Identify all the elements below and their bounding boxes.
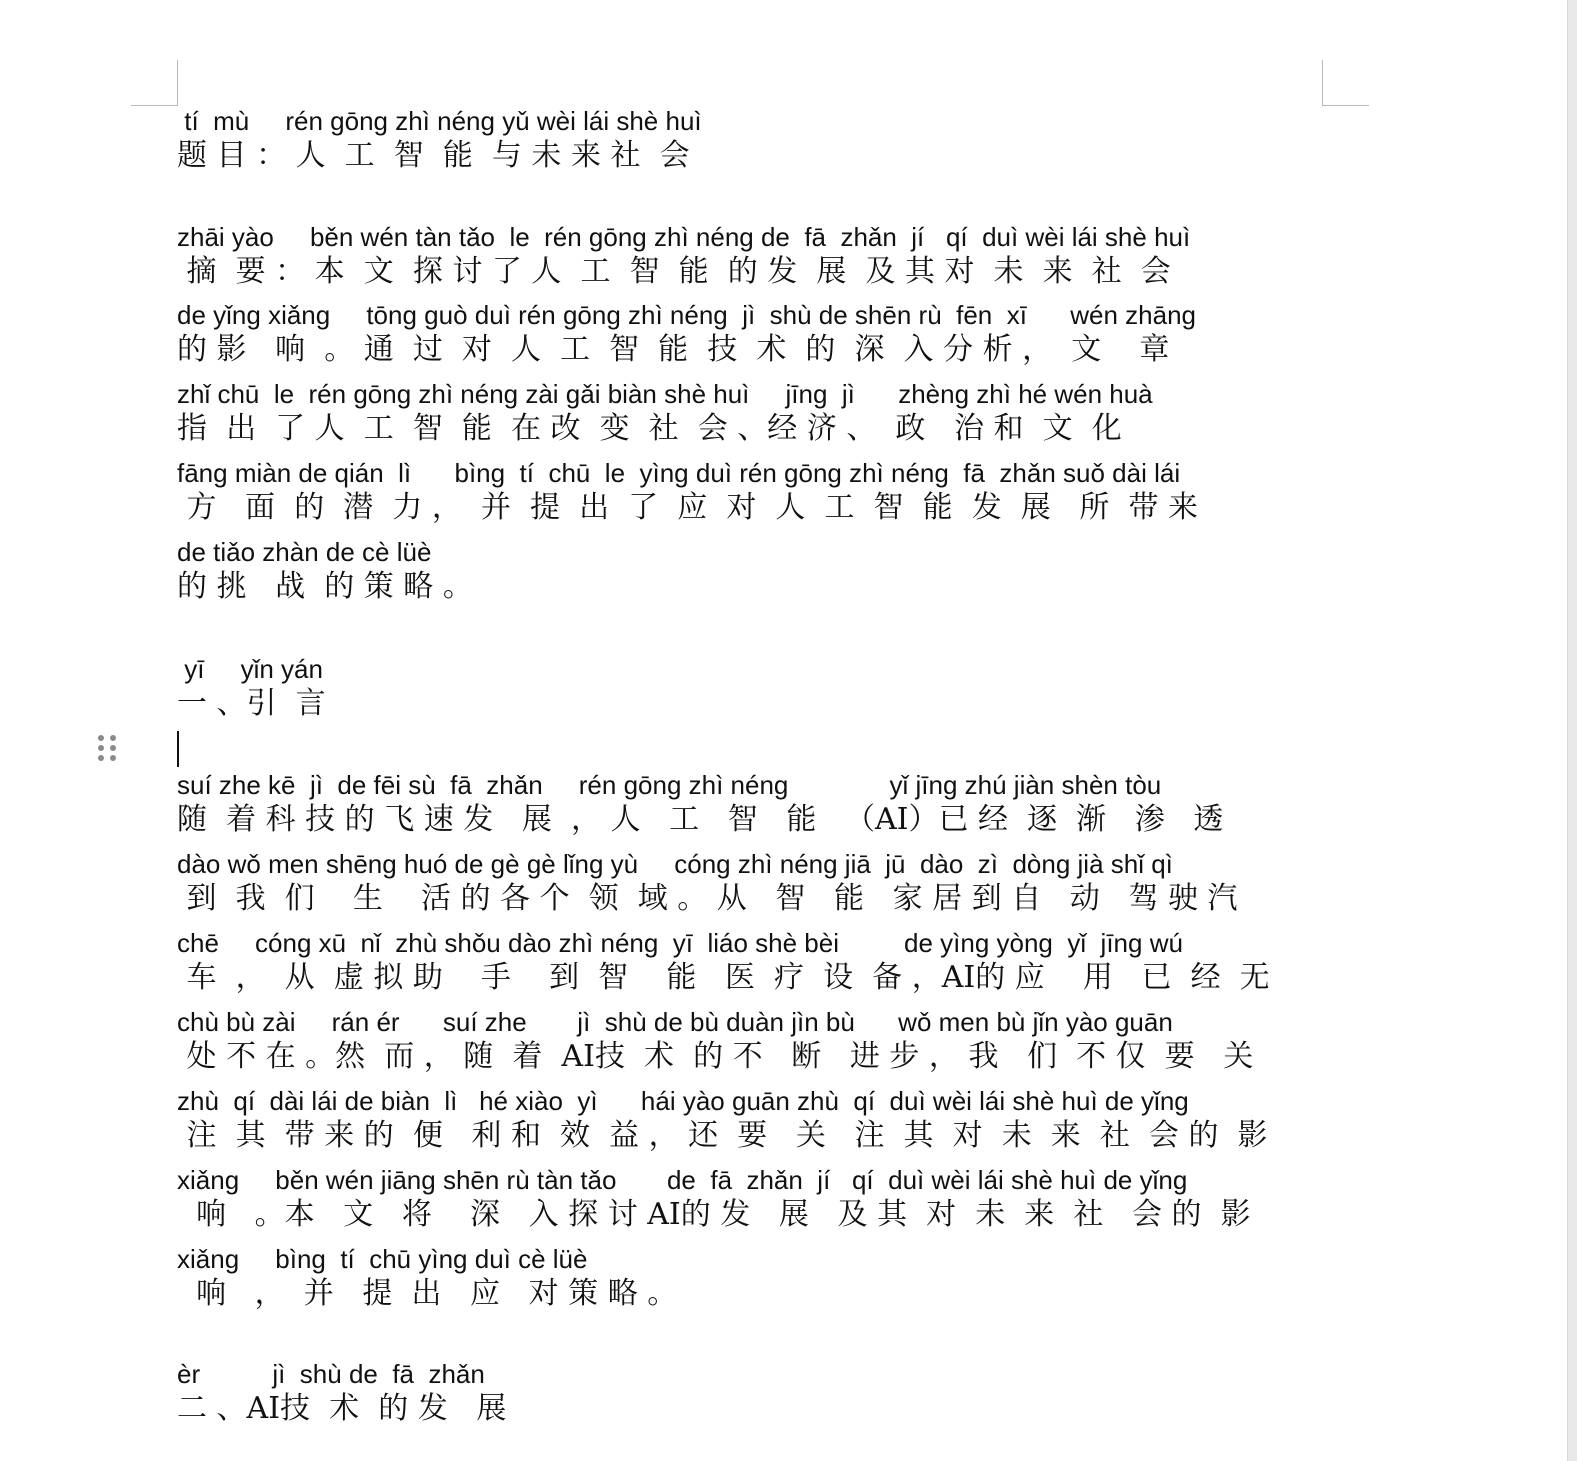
intro-line-hanzi: 到 我 们 生 活 的 各 个 领 域 。 从 智 能 家 居 到 自 动 驾 驶 汽 xyxy=(177,881,1238,916)
abstract-line-hanzi: 的 影 响 。 通 过 对 人 工 智 能 技 术 的 深 入 分 析 ， 文 章 xyxy=(177,332,1170,367)
abstract-line-pinyin: zhǐ chū le rén gōng zhì néng zài gǎi biàn shè huì jīng jì zhèng zhì hé wén huà xyxy=(177,379,1153,409)
page-margin-corner-top-left xyxy=(131,105,177,106)
block-drag-handle-icon[interactable] xyxy=(96,733,116,765)
abstract-line-hanzi: 摘 要 ： 本 文 探 讨 了 人 工 智 能 的 发 展 及 其 对 未 来 社 会 xyxy=(177,254,1171,289)
heading-pinyin: yī yǐn yán xyxy=(177,654,323,684)
intro-line-pinyin: suí zhe kē jì de fēi sù fā zhǎn rén gōng zhì néng yǐ jīng zhú jiàn shèn tòu xyxy=(177,770,1162,800)
heading-hanzi: 一 、引 言 xyxy=(177,686,326,721)
abstract-paragraph[interactable] xyxy=(177,222,1317,607)
abstract-line-pinyin: zhāi yào běn wén tàn tǎo le rén gōng zhì néng de fā zhǎn jí qí duì wèi lái shè huì xyxy=(177,222,1191,252)
page-margin-corner-top-left xyxy=(177,60,178,106)
intro-line-pinyin: chù bù zài rán ér suí zhe jì shù de bù duàn jìn bù wǒ men bù jǐn yào guān xyxy=(177,1007,1173,1037)
title-pinyin: tí mù rén gōng zhì néng yǔ wèi lái shè huì xyxy=(177,106,702,136)
intro-line-pinyin: xiǎng běn wén jiāng shēn rù tàn tǎo de fā zhǎn jí qí duì wèi lái shè huì de yǐng xyxy=(177,1165,1188,1195)
abstract-line-pinyin: de yǐng xiǎng tōng guò duì rén gōng zhì néng jì shù de shēn rù fēn xī wén zhāng xyxy=(177,300,1197,330)
page-margin-corner-top-right xyxy=(1323,105,1369,106)
intro-line-hanzi: 处 不 在 。然 而 ， 随 着 AI技 术 的 不 断 进 步 ， 我 们 不 仅 要 关 xyxy=(177,1039,1254,1074)
title-hanzi: 题 目 ： 人 工 智 能 与 未 来 社 会 xyxy=(177,138,690,173)
intro-line-pinyin: xiǎng bìng tí chū yìng duì cè lüè xyxy=(177,1244,588,1274)
document-title xyxy=(177,106,1317,176)
section-heading-ai-development xyxy=(177,1359,1317,1429)
abstract-line-pinyin: fāng miàn de qián lì bìng tí chū le yìng duì rén gōng zhì néng fā zhǎn suǒ dài lái xyxy=(177,458,1181,488)
abstract-line-hanzi: 方 面 的 潜 力 ， 并 提 出 了 应 对 人 工 智 能 发 展 所 带 来 xyxy=(177,490,1198,525)
abstract-line-hanzi: 的 挑 战 的 策 略 。 xyxy=(177,569,473,604)
intro-line-pinyin: chē cóng xū nǐ zhù shǒu dào zhì néng yī liáo shè bèi de yìng yòng yǐ jīng wú xyxy=(177,928,1183,958)
intro-line-hanzi: 车 ， 从 虚 拟 助 手 到 智 能 医 疗 设 备 ，AI的 应 用 已 经 无 xyxy=(177,960,1270,995)
section-heading-introduction xyxy=(177,654,1317,724)
heading-pinyin: èr jì shù de fā zhǎn xyxy=(177,1359,485,1389)
abstract-line-hanzi: 指 出 了 人 工 智 能 在 改 变 社 会 、经 济 、 政 治 和 文 化 xyxy=(177,411,1122,446)
intro-line-hanzi: 响 ， 并 提 出 应 对 策 略 。 xyxy=(177,1276,678,1311)
text-cursor xyxy=(177,731,179,767)
intro-line-pinyin: dào wǒ men shēng huó de gè gè lǐng yù cóng zhì néng jiā jū dào zì dòng jià shǐ qì xyxy=(177,849,1173,879)
page-margin-corner-top-right xyxy=(1322,60,1323,106)
abstract-line-pinyin: de tiǎo zhàn de cè lüè xyxy=(177,537,432,567)
intro-line-hanzi: 注 其 带 来 的 便 利 和 效 益 ， 还 要 关 注 其 对 未 来 社 会 的 影 xyxy=(177,1118,1268,1153)
intro-line-hanzi: 响 。本 文 将 深 入 探 讨 AI的 发 展 及 其 对 未 来 社 会 的 影 xyxy=(177,1197,1251,1232)
intro-line-hanzi: 随 着 科 技 的 飞 速 发 展 ， 人 工 智 能 （AI）已 经 逐 渐 渗 透 xyxy=(177,802,1224,837)
intro-line-pinyin: zhù qí dài lái de biàn lì hé xiào yì hái yào guān zhù qí duì wèi lái shè huì de yǐng xyxy=(177,1086,1189,1116)
vertical-scrollbar[interactable] xyxy=(1567,0,1577,1461)
heading-hanzi: 二 、AI技 术 的 发 展 xyxy=(177,1391,507,1426)
introduction-paragraph[interactable] xyxy=(177,770,1317,1314)
